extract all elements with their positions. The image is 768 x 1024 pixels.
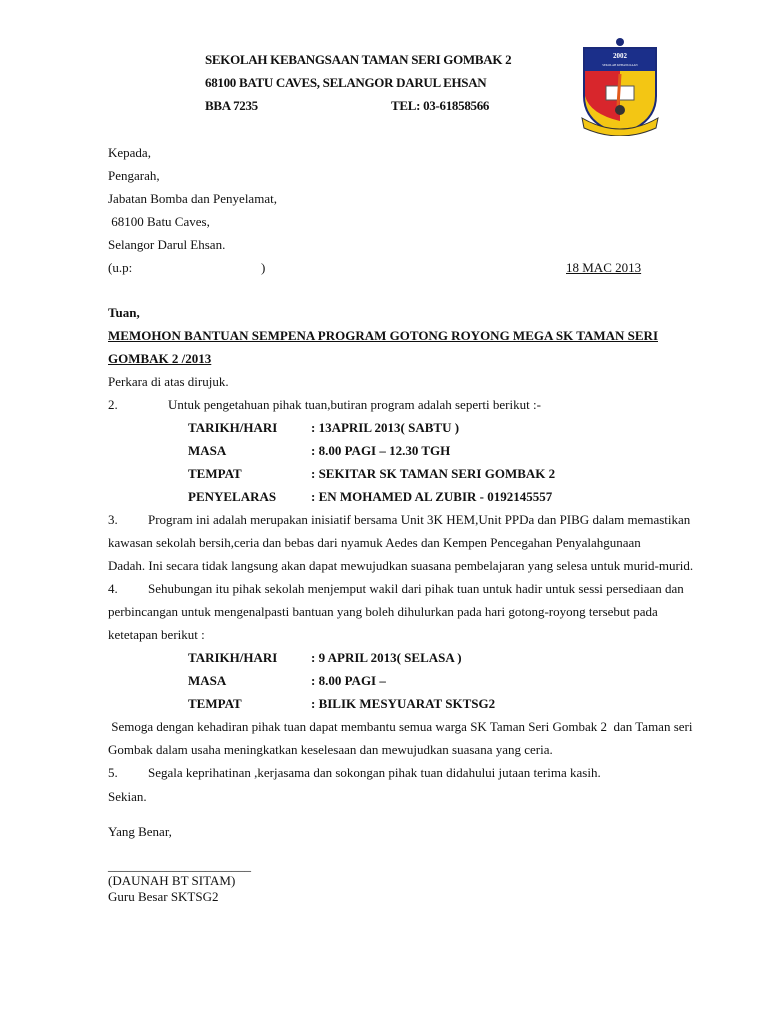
detail-value: : 13APRIL 2013( SABTU ) — [311, 420, 460, 435]
detail-value: : 9 APRIL 2013( SELASA ) — [311, 650, 462, 665]
attention-open: (u.p: — [108, 260, 133, 275]
detail-label: MASA — [188, 673, 227, 688]
detail-value: : SEKITAR SK TAMAN SERI GOMBAK 2 — [311, 466, 556, 481]
para-text: perbincangan untuk mengenalpasti bantuan yang boleh dihulurkan pada hari gotong-royong tersebut pada — [108, 604, 658, 619]
letter-date: 18 MAC 2013 — [566, 260, 642, 275]
para-text: kawasan sekolah bersih,ceria dan bebas dari nyamuk Aedes dan Kempen Pencegahan Penyalahgunaan — [108, 535, 641, 550]
school-code: BBA 7235 — [205, 98, 258, 113]
school-name: SEKOLAH KEBANGSAAN TAMAN SERI GOMBAK 2 — [205, 52, 512, 67]
para-text: Segala keprihatinan ,kerjasama dan sokongan pihak tuan didahului jutaan terima kasih. — [148, 765, 601, 780]
sign-off: Yang Benar, — [108, 824, 172, 839]
svg-text:SEKOLAH KEBANGSAAN: SEKOLAH KEBANGSAAN — [602, 63, 638, 67]
para-text: Program ini adalah merupakan inisiatif bersama Unit 3K HEM,Unit PPDa dan PIBG dalam memastikan — [148, 512, 691, 527]
signatory-name: (DAUNAH BT SITAM) — [108, 873, 236, 888]
recipient-line: Kepada, — [108, 145, 151, 160]
svg-text:2002: 2002 — [613, 52, 627, 60]
para-number: 5. — [108, 765, 118, 780]
detail-label: TEMPAT — [188, 466, 242, 481]
recipient-line: 68100 Batu Caves, — [108, 214, 210, 229]
reference-text: Perkara di atas dirujuk. — [108, 374, 229, 389]
detail-label: PENYELARAS — [188, 489, 277, 504]
para-text: Dadah. Ini secara tidak langsung akan dapat mewujudkan suasana pembelajaran yang selesa untuk murid-murid. — [108, 558, 694, 573]
detail-value: : 8.00 PAGI – — [311, 673, 386, 688]
detail-label: TARIKH/HARI — [188, 420, 278, 435]
closing: Sekian. — [108, 789, 147, 804]
recipient-line: Jabatan Bomba dan Penyelamat, — [108, 191, 277, 206]
para-text: Semoga dengan kehadiran pihak tuan dapat membantu semua warga SK Taman Seri Gombak 2 dan Taman seri — [108, 719, 693, 734]
salutation: Tuan, — [108, 305, 140, 320]
detail-label: TEMPAT — [188, 696, 242, 711]
subject-line: MEMOHON BANTUAN SEMPENA PROGRAM GOTONG ROYONG MEGA SK TAMAN SERI — [108, 328, 658, 343]
para-text: Untuk pengetahuan pihak tuan,butiran program adalah seperti berikut :- — [168, 397, 541, 412]
detail-label: TARIKH/HARI — [188, 650, 278, 665]
school-crest-logo — [578, 36, 662, 136]
detail-value: : EN MOHAMED AL ZUBIR - 0192145557 — [311, 489, 553, 504]
detail-value: : 8.00 PAGI – 12.30 TGH — [311, 443, 451, 458]
para-text: ketetapan berikut : — [108, 627, 205, 642]
para-text: Gombak dalam usaha meningkatkan keselesaan dan mewujudkan suasana yang ceria. — [108, 742, 553, 757]
detail-value: : BILIK MESYUARAT SKTSG2 — [311, 696, 496, 711]
para-number: 2. — [108, 397, 118, 412]
para-number: 4. — [108, 581, 118, 596]
attention-close: ) — [261, 260, 266, 275]
school-address: 68100 BATU CAVES, SELANGOR DARUL EHSAN — [205, 75, 487, 90]
signatory-title: Guru Besar SKTSG2 — [108, 889, 219, 904]
recipient-line: Selangor Darul Ehsan. — [108, 237, 226, 252]
para-number: 3. — [108, 512, 118, 527]
detail-label: MASA — [188, 443, 227, 458]
recipient-line: Pengarah, — [108, 168, 160, 183]
school-tel: TEL: 03-61858566 — [391, 98, 490, 113]
signature-line: ______________________ — [108, 858, 251, 873]
subject-line: GOMBAK 2 /2013 — [108, 351, 212, 366]
para-text: Sehubungan itu pihak sekolah menjemput wakil dari pihak tuan untuk hadir untuk sessi persediaan dan — [148, 581, 684, 596]
